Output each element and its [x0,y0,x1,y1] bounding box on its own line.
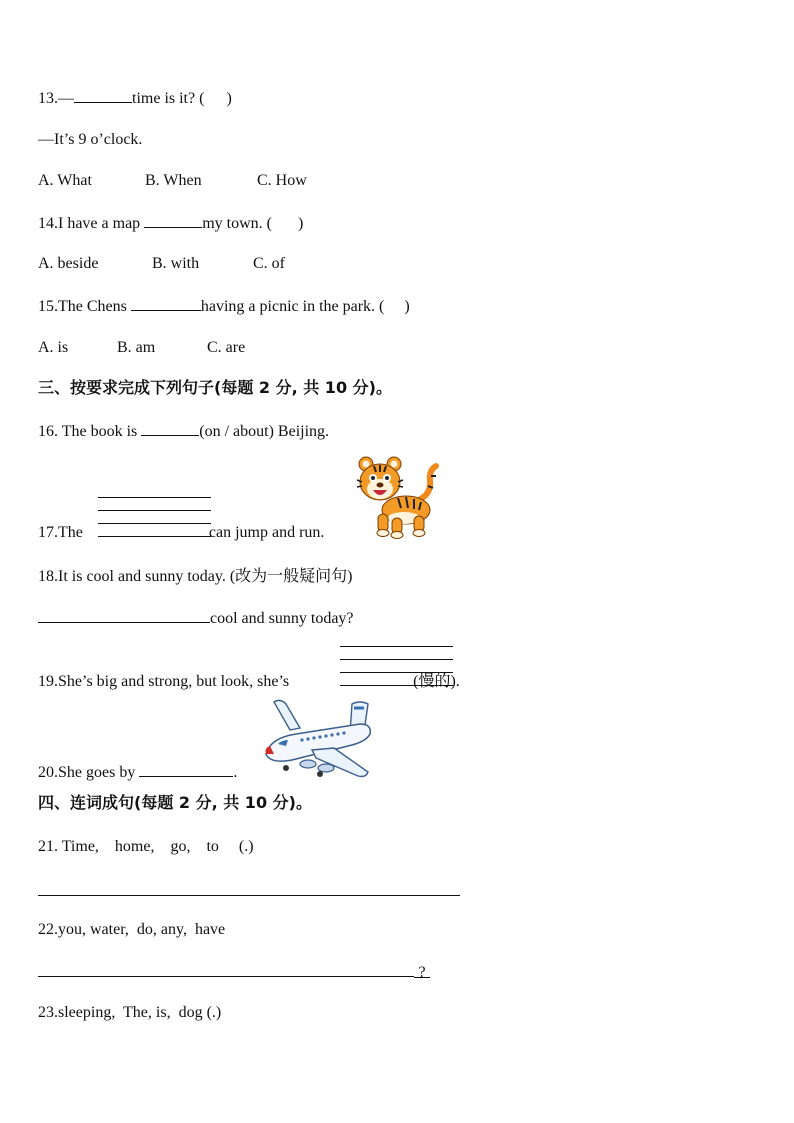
q13-line [38,88,232,109]
q15-text: having a picnic in the park. ( [200,298,385,315]
q13-dash: — [58,90,74,107]
q14-option-b[interactable]: B. with [152,255,200,272]
q20-suffix: . [233,764,238,781]
q18-blank[interactable] [38,608,210,623]
q15-paren: ) [404,298,410,315]
tiger-illustration [356,456,444,540]
q14-text: my town. ( [202,215,272,232]
q19-line [38,672,460,692]
q13-option-b[interactable]: B. When [145,172,202,189]
q13-number: 13. [38,90,58,107]
q13-blank[interactable] [74,88,132,103]
q13-option-a[interactable]: A. What [38,172,92,189]
q14-paren: ) [297,215,304,232]
q21-answer-line[interactable] [38,895,460,896]
q14-prefix: 14.I have a map [38,215,141,232]
q19-writing-line [340,646,453,647]
q23-words: 23.sleeping, The, is, dog (.) [38,1004,222,1021]
q22-answer-row [38,962,430,983]
q17-line [38,523,324,543]
q13-options [38,171,307,191]
q19-writing-line [340,659,453,660]
q17-prefix: 17.The [38,524,83,541]
q14-line [38,213,303,234]
q16-blank[interactable] [141,421,199,436]
q16-text: (on / about) Beijing. [199,423,330,440]
section-3-heading: 三、按要求完成下列句子(每题 2 分, 共 10 分)。 [38,378,392,397]
q18-answer-line [38,608,354,629]
q17-writing-line [98,510,211,511]
q18-prompt: 18.It is cool and sunny today. (改为一般疑问句) [38,568,353,585]
q15-option-c[interactable]: C. are [207,339,246,356]
q22-end-mark: ? [414,963,430,978]
q16-prefix: 16. The book is [38,423,138,440]
q19-hint: (慢的). [413,673,460,690]
q15-blank[interactable] [131,296,201,311]
q20-prefix: 20.She goes by [38,764,136,781]
q22-answer-line[interactable] [38,962,414,977]
q13-paren: ) [226,90,232,107]
q15-option-b[interactable]: B. am [117,339,156,356]
q15-line [38,296,410,317]
q20-blank[interactable] [139,762,233,777]
q14-option-c[interactable]: C. of [253,255,285,272]
section-4-heading: 四、连词成句(每题 2 分, 共 10 分)。 [38,793,312,812]
q13-reply: —It’s 9 o’clock. [38,131,143,148]
q19-prefix: 19.She’s big and strong, but look, she’s [38,673,290,690]
q15-prefix: 15.The Chens [38,298,127,315]
q14-options [38,254,285,274]
q21-words: 21. Time, home, go, to (.) [38,838,254,855]
airplane-illustration [256,698,376,780]
q20-line [38,762,237,783]
q15-options [38,338,245,358]
q14-option-a[interactable]: A. beside [38,255,99,272]
q13-option-c[interactable]: C. How [257,172,307,189]
q17-text: can jump and run. [208,524,325,541]
q18-suffix: cool and sunny today? [210,610,354,627]
q15-option-a[interactable]: A. is [38,339,69,356]
q17-writing-line [98,497,211,498]
q13-text: time is it? ( [132,90,205,107]
q22-words: 22.you, water, do, any, have [38,921,226,938]
q14-blank[interactable] [144,213,202,228]
q16-line [38,421,329,442]
